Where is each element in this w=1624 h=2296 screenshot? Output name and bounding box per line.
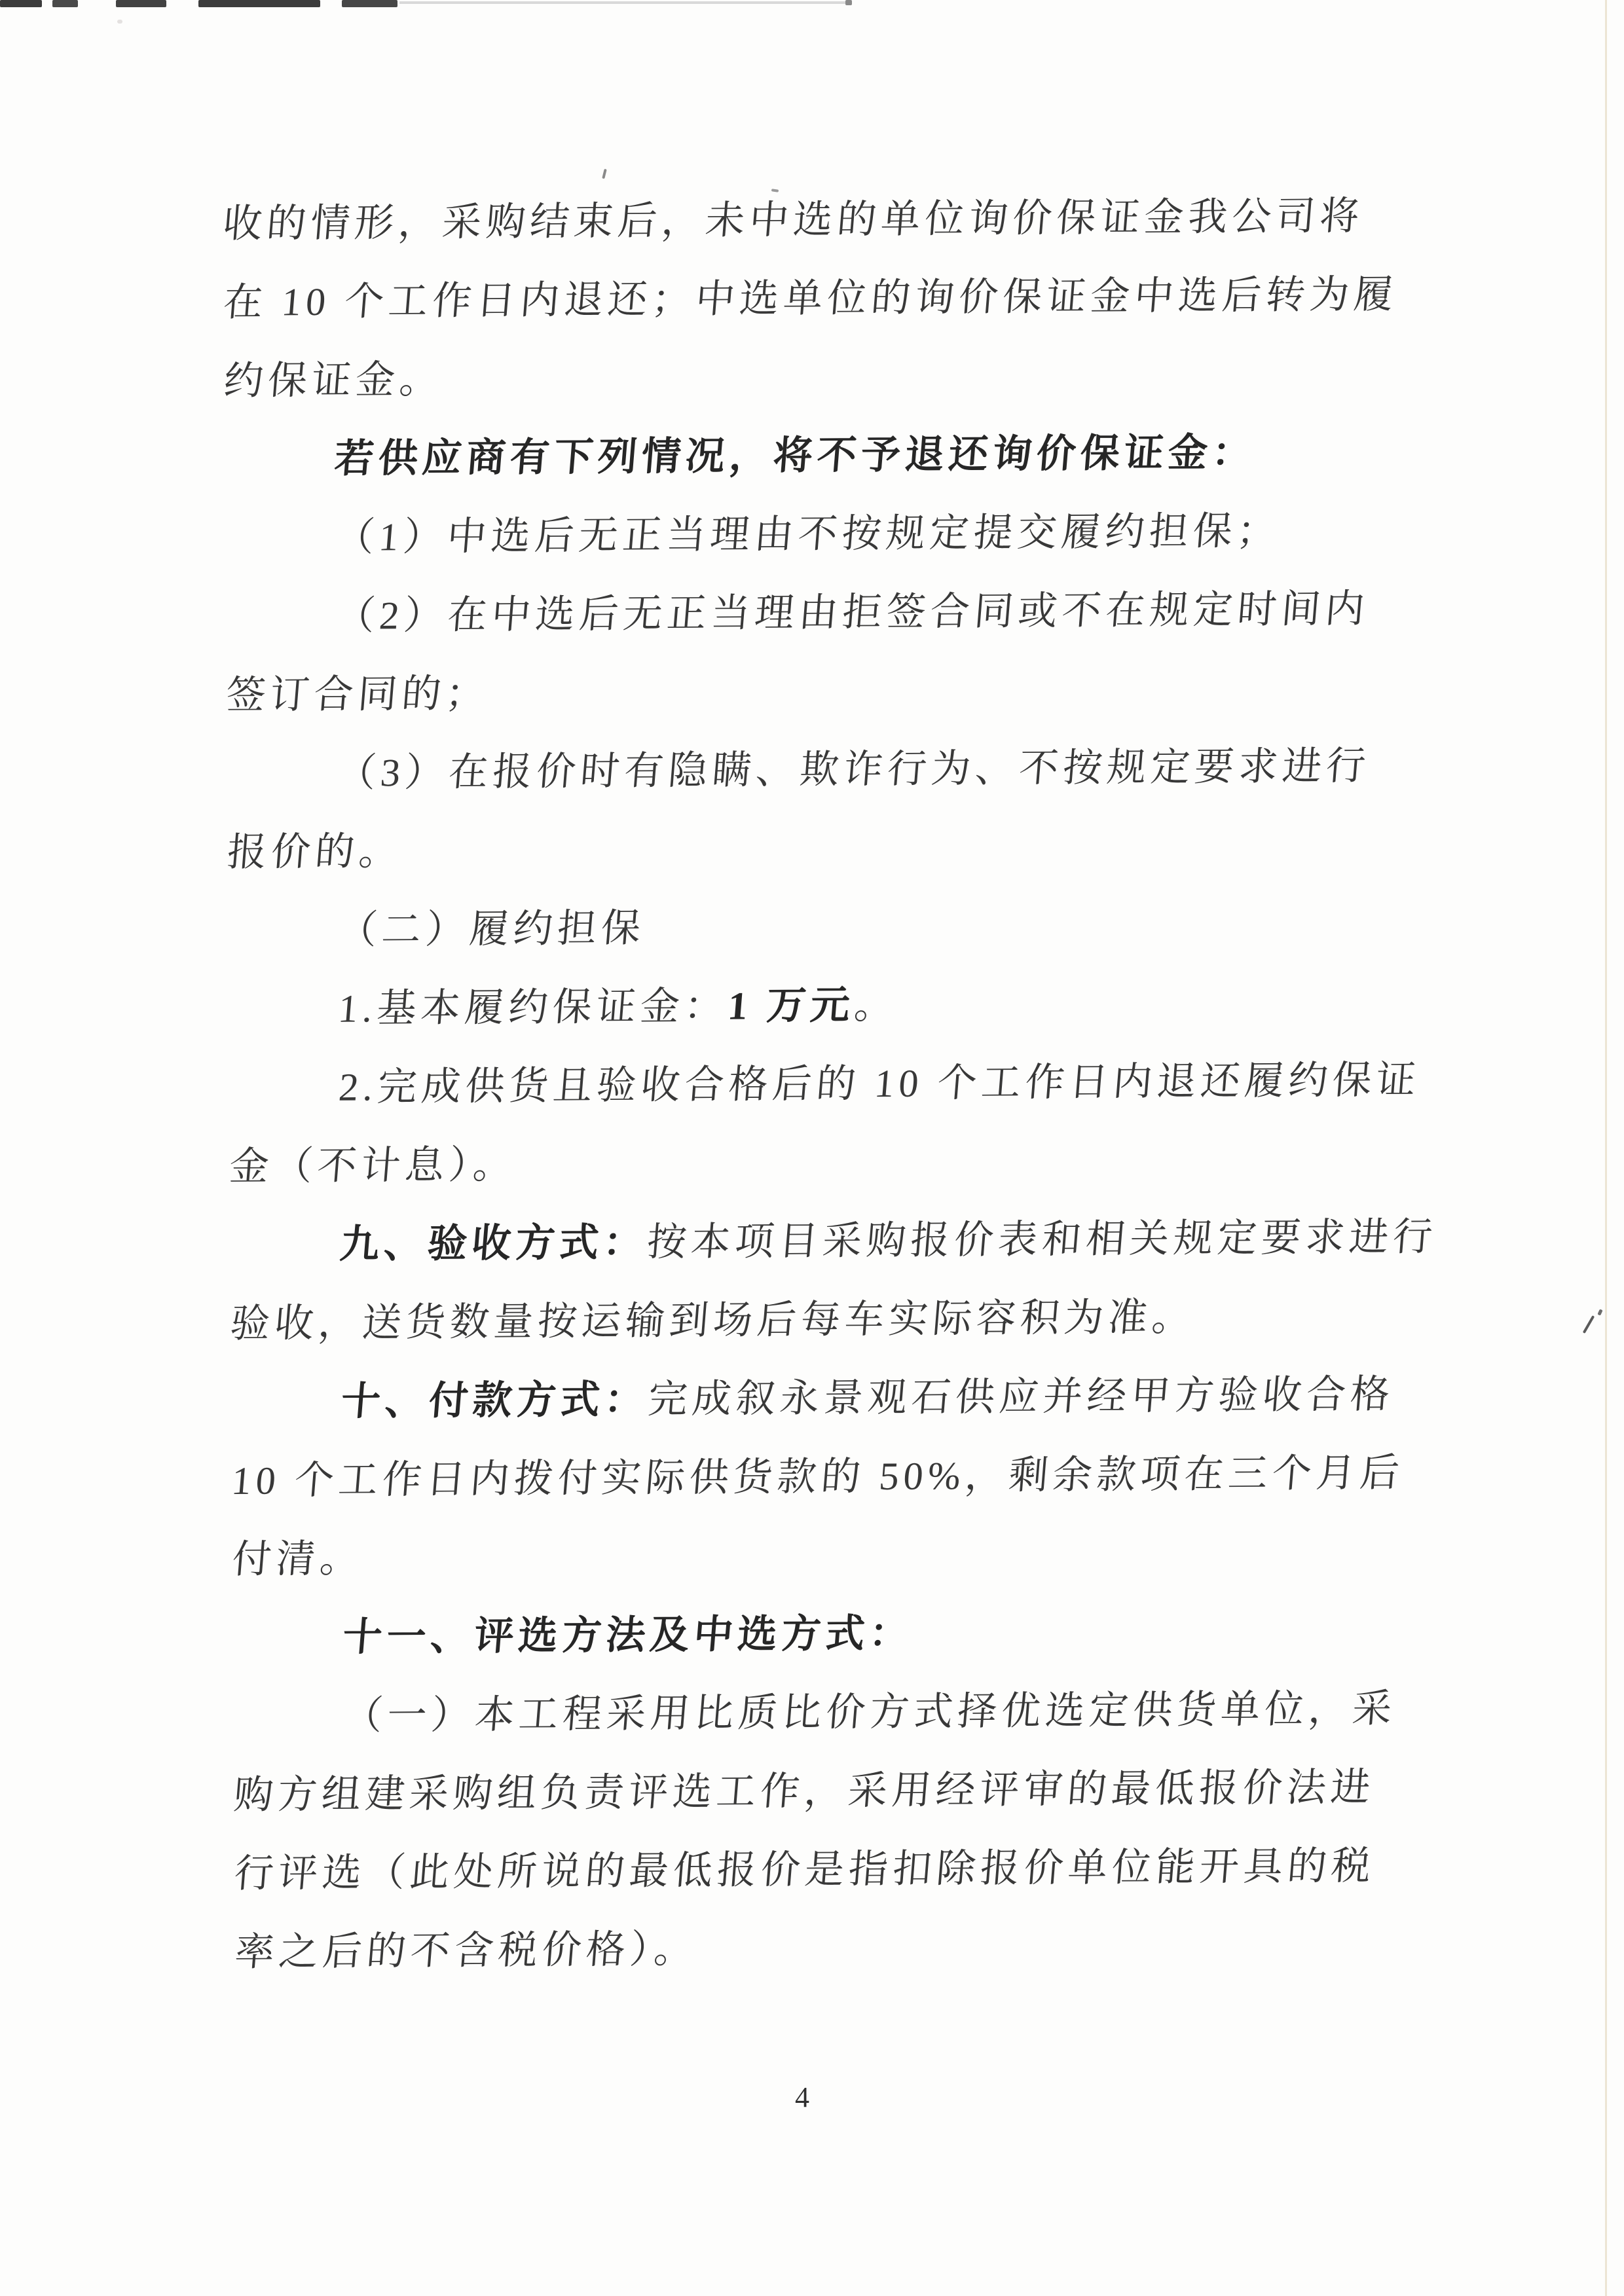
text-line: [225, 962, 1404, 1049]
scan-artifact-segment: [52, 0, 78, 7]
text-line: [231, 1826, 1410, 1913]
scan-artifact-segment: [116, 0, 166, 7]
text-segment: 报价的。: [225, 829, 405, 874]
text-line: [223, 569, 1401, 656]
scan-artifact-faint-line: [399, 1, 849, 4]
text-line: [232, 1904, 1411, 1992]
scan-artifact-dot: [845, 0, 852, 5]
text-line: [229, 1433, 1407, 1520]
text-segment: 在 10 个工作日内退还；中选单位的询价保证金中选后转为履: [221, 272, 1399, 325]
text-segment: 行评选（此处所说的最低报价是指扣除报价单位能开具的税: [232, 1844, 1377, 1895]
text-line: [231, 1747, 1409, 1834]
text-segment: 。: [853, 983, 900, 1027]
text-segment: 按本项目采购报价表和相关规定要求进行: [645, 1215, 1439, 1264]
bold-text-segment: 九、验收方式：: [338, 1220, 649, 1266]
text-line: [226, 1040, 1422, 1127]
text-segment: 10 个工作日内拨付实际供货款的 50%，剩余款项在三个月后: [230, 1451, 1406, 1503]
text-segment: 2.完成供货且验收合格后的 10 个工作日内退还履约保证: [337, 1058, 1422, 1109]
text-segment: 购方组建采购组负责评选工作，采用经评审的最低报价法进: [232, 1765, 1376, 1817]
text-line: [229, 1512, 1408, 1599]
text-segment: 收的情形，采购结束后，未中选的单位询价保证金我公司将: [221, 194, 1366, 246]
bold-text-segment: 十、付款方式：: [339, 1377, 650, 1423]
scan-speck: [117, 20, 122, 24]
scan-slash-mark: [1597, 1309, 1602, 1315]
text-line: [230, 1590, 1409, 1677]
text-segment: 金（不计息）。: [227, 1142, 519, 1188]
text-line: [227, 1197, 1439, 1285]
text-segment: 验收，送货数量按运输到场后每车实际容积为准。: [229, 1295, 1198, 1345]
scan-speck: [602, 169, 607, 179]
bold-text-segment: 若供应商有下列情况，将不予退还询价保证金：: [333, 430, 1258, 481]
text-segment: 完成叙永景观石供应并经甲方验收合格: [646, 1372, 1396, 1421]
text-segment: 签订合同的；: [224, 672, 492, 718]
text-segment: （3）在报价时有隐瞒、欺诈行为、不按规定要求进行: [335, 744, 1372, 795]
text-line: [220, 176, 1399, 263]
text-segment: （2）在中选后无正当理由拒签合同或不在规定时间内: [333, 587, 1371, 638]
text-line: [221, 412, 1400, 499]
scan-artifact-top-edge: [0, 0, 1179, 10]
text-segment: 1.基本履约保证金：: [337, 984, 730, 1030]
text-line: [228, 1355, 1407, 1442]
scan-artifact-segment: [0, 0, 42, 7]
page-number: 4: [795, 2081, 809, 2113]
scan-artifact-segment: [198, 0, 320, 7]
scan-slash-mark: [1583, 1315, 1595, 1334]
text-line: [225, 883, 1403, 970]
text-segment: 约保证金。: [222, 357, 445, 403]
text-line: [223, 726, 1402, 813]
text-segment: （一）本工程采用比质比价方式择优选定供货单位，采: [341, 1686, 1398, 1738]
text-line: [224, 805, 1403, 892]
text-segment: 率之后的不含税价格）。: [233, 1927, 700, 1974]
bold-text-segment: 1 万元: [726, 983, 857, 1028]
bold-text-segment: 十一、评选方法及中选方式：: [341, 1611, 915, 1659]
text-line: [222, 490, 1401, 577]
text-segment: （二）履约担保: [336, 906, 647, 952]
text-line: [220, 255, 1399, 342]
text-line: [227, 1119, 1405, 1206]
scan-artifact-right-line: [1605, 0, 1607, 2296]
text-line: [231, 1669, 1409, 1756]
text-segment: （1）中选后无正当理由不按规定提交履约担保；: [333, 509, 1283, 559]
scan-artifact-segment: [342, 0, 397, 7]
text-line: [223, 647, 1402, 735]
text-segment: 付清。: [231, 1537, 366, 1581]
text-line: [221, 333, 1399, 420]
text-line: [227, 1276, 1406, 1363]
document-body: [221, 177, 1439, 1992]
